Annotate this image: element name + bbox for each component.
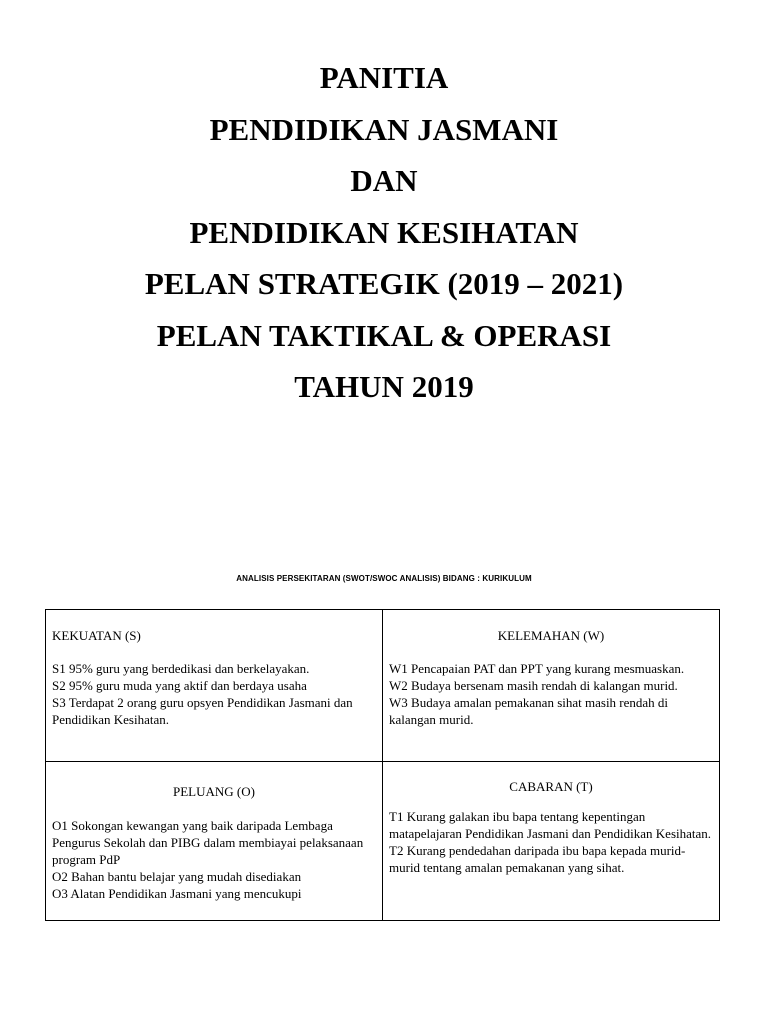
weakness-item: W1 Pencapaian PAT dan PPT yang kurang mesmuaskan. xyxy=(389,661,685,676)
opportunity-item: O1 Sokongan kewangan yang baik daripada Lembaga Pengurus Sekolah dan PIBG dalam membiayai pelaksanaan program PdP xyxy=(52,818,364,867)
title-line-tahun: TAHUN 2019 xyxy=(294,369,474,404)
swot-row-bottom xyxy=(46,762,720,921)
document-title xyxy=(0,52,768,413)
strength-item: S3 Terdapat 2 orang guru opsyen Pendidikan Jasmani dan Pendidikan Kesihatan. xyxy=(52,695,353,727)
opportunity-item: O3 Alatan Pendidikan Jasmani yang mencukupi xyxy=(52,886,302,901)
title-line-pelan-strategik: PELAN STRATEGIK (2019 – 2021) xyxy=(144,266,624,301)
weaknesses-list xyxy=(389,660,713,728)
strengths-list xyxy=(52,660,376,728)
title-line-panitia: PANITIA xyxy=(319,60,449,95)
threats-cell xyxy=(383,762,720,921)
threats-heading: CABARAN (T) xyxy=(509,779,593,794)
weaknesses-cell xyxy=(383,610,720,762)
weakness-item: W3 Budaya amalan pemakanan sihat masih rendah di kalangan murid. xyxy=(389,695,669,727)
opportunities-heading: PELUANG (O) xyxy=(173,784,255,799)
weaknesses-heading: KELEMAHAN (W) xyxy=(497,628,605,643)
strengths-cell xyxy=(46,610,383,762)
swot-row-top xyxy=(46,610,720,762)
title-line-pendidikan-jasmani: PENDIDIKAN JASMANI xyxy=(209,111,559,147)
strength-item: S1 95% guru yang berdedikasi dan berkelayakan. xyxy=(52,661,310,676)
strengths-heading: KEKUATAN (S) xyxy=(52,628,141,643)
swot-table xyxy=(45,609,720,921)
analysis-heading: ANALISIS PERSEKITARAN (SWOT/SWOC ANALISIS) BIDANG : KURIKULUM xyxy=(236,574,532,583)
opportunities-list xyxy=(52,817,376,902)
threat-item: T1 Kurang galakan ibu bapa tentang kepentingan matapelajaran Pendidikan Jasmani dan Pendidikan Kesihatan. xyxy=(389,809,712,841)
weakness-item: W2 Budaya bersenam masih rendah di kalangan murid. xyxy=(389,678,678,693)
strength-item: S2 95% guru muda yang aktif dan berdaya usaha xyxy=(52,678,307,693)
title-line-pelan-taktikal: PELAN TAKTIKAL & OPERASI xyxy=(156,317,612,353)
title-line-dan: DAN xyxy=(350,163,418,198)
title-line-pendidikan-kesihatan: PENDIDIKAN KESIHATAN xyxy=(189,214,579,250)
opportunities-cell xyxy=(46,762,383,921)
threats-list xyxy=(389,808,713,876)
opportunity-item: O2 Bahan bantu belajar yang mudah disediakan xyxy=(52,869,302,884)
threat-item: T2 Kurang pendedahan daripada ibu bapa kepada murid-murid tentang amalan pemakanan yang sihat. xyxy=(389,843,686,875)
